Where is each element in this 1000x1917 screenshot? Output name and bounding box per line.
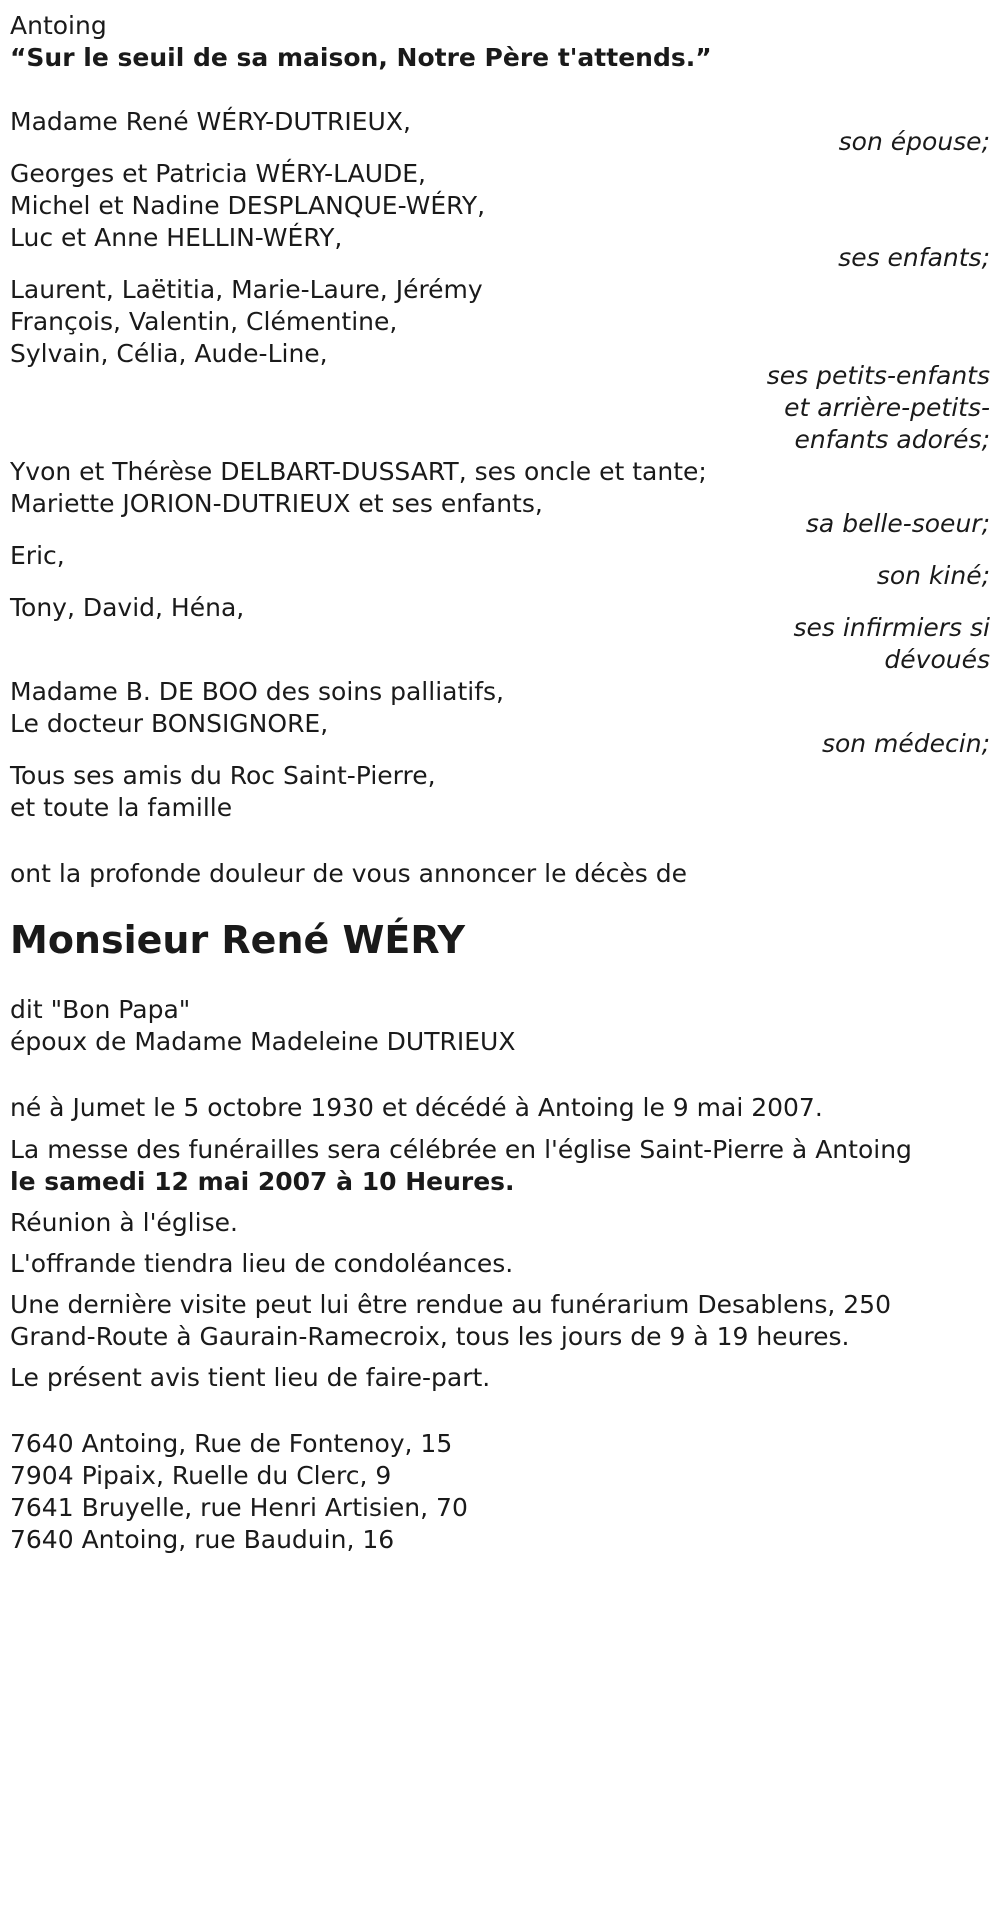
grandchildren-role: et arrière-petits- (784, 393, 990, 422)
deceased-nickname: dit "Bon Papa" (10, 995, 191, 1024)
nurses-names: Tony, David, Héna, (10, 593, 245, 622)
meeting-line: Réunion à l'église. (10, 1208, 238, 1237)
uncle-aunt-line: Yvon et Thérèse DELBART-DUSSART, ses oncle et tante; (10, 457, 707, 486)
grandchildren-names: Sylvain, Célia, Aude-Line, (10, 339, 328, 368)
funeral-mass-line: La messe des funérailles sera célébrée en l'église Saint-Pierre à Antoing (10, 1135, 912, 1164)
visit-line: Grand-Route à Gaurain-Ramecroix, tous les jours de 9 à 19 heures. (10, 1322, 850, 1351)
grandchildren-role: ses petits-enfants (766, 361, 990, 390)
address-line: 7640 Antoing, rue Bauduin, 16 (10, 1525, 395, 1554)
offering-line: L'offrande tiendra lieu de condoléances. (10, 1249, 514, 1278)
deceased-spouse-line: époux de Madame Madeleine DUTRIEUX (10, 1027, 516, 1056)
place-heading: Antoing (10, 11, 107, 40)
physio-role: son kiné; (876, 561, 990, 590)
address-line: 7904 Pipaix, Ruelle du Clerc, 9 (10, 1461, 392, 1490)
notice-line: Le présent avis tient lieu de faire-part. (10, 1363, 491, 1392)
nurses-role: dévoués (884, 645, 990, 674)
physio-name: Eric, (10, 541, 65, 570)
address-line: 7640 Antoing, Rue de Fontenoy, 15 (10, 1429, 453, 1458)
grandchildren-role: enfants adorés; (794, 425, 990, 454)
deceased-name: Monsieur René WÉRY (10, 918, 466, 962)
sister-in-law-name: Mariette JORION-DUTRIEUX et ses enfants, (10, 489, 543, 518)
funeral-date-time: le samedi 12 mai 2007 à 10 Heures. (10, 1167, 515, 1196)
child-name: Georges et Patricia WÉRY-LAUDE, (10, 159, 427, 188)
child-name: Luc et Anne HELLIN-WÉRY, (10, 223, 343, 252)
doctor-name: Le docteur BONSIGNORE, (10, 709, 329, 738)
nurses-role: ses infirmiers si (793, 613, 990, 642)
address-line: 7641 Bruyelle, rue Henri Artisien, 70 (10, 1493, 468, 1522)
child-name: Michel et Nadine DESPLANQUE-WÉRY, (10, 191, 486, 220)
visit-line: Une dernière visite peut lui être rendue au funérarium Desablens, 250 (10, 1290, 891, 1319)
epigraph-quote: “Sur le seuil de sa maison, Notre Père t'attends.” (10, 43, 712, 72)
grandchildren-names: François, Valentin, Clémentine, (10, 307, 398, 336)
sister-in-law-role: sa belle-soeur; (805, 509, 990, 538)
friends-line: et toute la famille (10, 793, 233, 822)
children-role: ses enfants; (838, 243, 990, 272)
doctor-role: son médecin; (821, 729, 990, 758)
birth-death-line: né à Jumet le 5 octobre 1930 et décédé à Antoing le 9 mai 2007. (10, 1093, 823, 1122)
spouse-role: son épouse; (838, 127, 990, 156)
friends-line: Tous ses amis du Roc Saint-Pierre, (10, 761, 436, 790)
spouse-name: Madame René WÉRY-DUTRIEUX, (10, 107, 411, 136)
palliative-care-line: Madame B. DE BOO des soins palliatifs, (10, 677, 504, 706)
grandchildren-names: Laurent, Laëtitia, Marie-Laure, Jérémy (10, 275, 483, 304)
announcement-text: ont la profonde douleur de vous annoncer le décès de (10, 859, 688, 888)
